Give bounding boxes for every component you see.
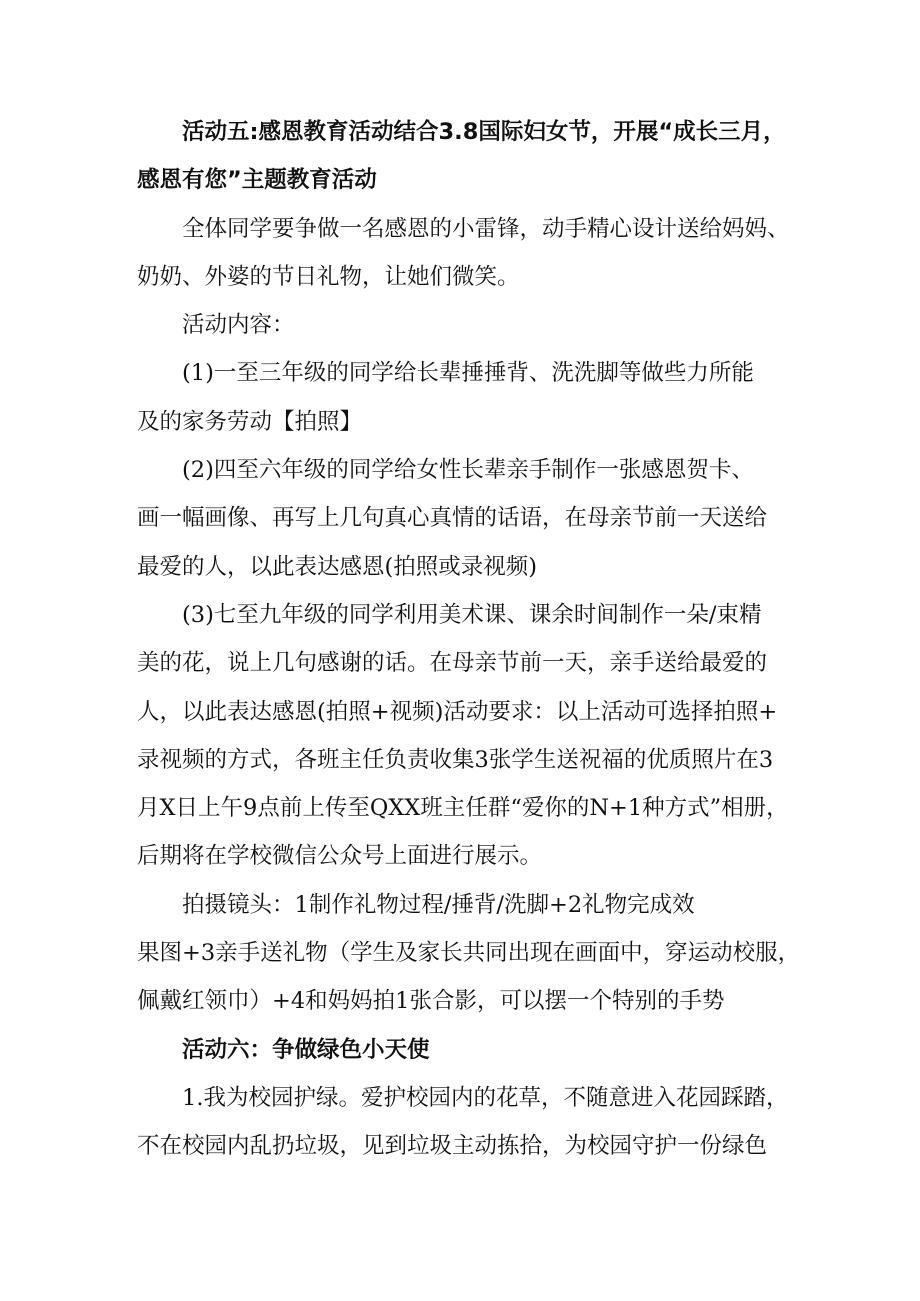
text-line: 全体同学要争做一名感恩的小雷锋，动手精心设计送给妈妈、 <box>182 215 790 242</box>
text-line: 月X日上午9点前上传至QXX班主任群“爱你的N+1种方式”相册， <box>137 795 789 822</box>
green-paragraph <box>137 1074 808 1171</box>
text-line: (3)七至九年级的同学利用美术课、课余时间制作一朵/束精 <box>182 601 762 628</box>
text-line: 最爱的人，以此表达感恩(拍照或录视频) <box>137 553 538 580</box>
text-line: (1)一至三年级的同学给长辈捶捶背、洗洗脚等做些力所能 <box>182 360 754 387</box>
text-line: 活动内容： <box>182 312 295 339</box>
text-line: 1.我为校园护绿。爱护校园内的花草，不随意进入花园踩踏， <box>182 1084 789 1111</box>
text-line: 人，以此表达感恩(拍照+视频)活动要求：以上活动可选择拍照+ <box>137 698 778 725</box>
activity-six-heading <box>137 1026 808 1074</box>
activity-five-heading <box>137 108 808 205</box>
heading-line: 活动六：争做绿色小天使 <box>182 1036 430 1063</box>
text-line: 拍摄镜头：1制作礼物过程/捶背/洗脚+2礼物完成效 <box>182 891 695 918</box>
intro-paragraph <box>137 205 808 302</box>
text-line: 佩戴红领巾）+4和妈妈拍1张合影，可以摆一个特别的手势 <box>137 988 725 1015</box>
text-line: 不在校园内乱扔垃圾，见到垃圾主动拣拾，为校园守护一份绿色 <box>137 1133 768 1160</box>
text-line: (2)四至六年级的同学给女性长辈亲手制作一张感恩贺卡、 <box>182 457 754 484</box>
heading-line: 活动五:感恩教育活动结合3.8国际妇女节，开展“成长三月， <box>182 119 786 145</box>
activity-content-label <box>137 301 808 349</box>
shot-paragraph <box>137 881 808 1026</box>
text-line: 画一幅画像、再写上几句真心真情的话语，在母亲节前一天送给 <box>137 505 768 532</box>
text-line: 后期将在学校微信公众号上面进行展示。 <box>137 843 543 870</box>
text-line: 奶奶、外婆的节日礼物，让她们微笑。 <box>137 263 520 290</box>
heading-line: 感恩有您”主题教育活动 <box>137 167 377 194</box>
content-item-2 <box>137 446 808 591</box>
text-line: 美的花，说上几句感谢的话。在母亲节前一天，亲手送给最爱的 <box>137 650 768 677</box>
content-item-3 <box>137 591 808 881</box>
text-line: 及的家务劳动【拍照】 <box>137 408 363 435</box>
content-item-1 <box>137 349 808 446</box>
text-line: 录视频的方式，各班主任负责收集3张学生送祝福的优质照片在3 <box>137 746 774 773</box>
text-line: 果图+3亲手送礼物（学生及家长共同出现在画面中，穿运动校服， <box>137 940 801 967</box>
